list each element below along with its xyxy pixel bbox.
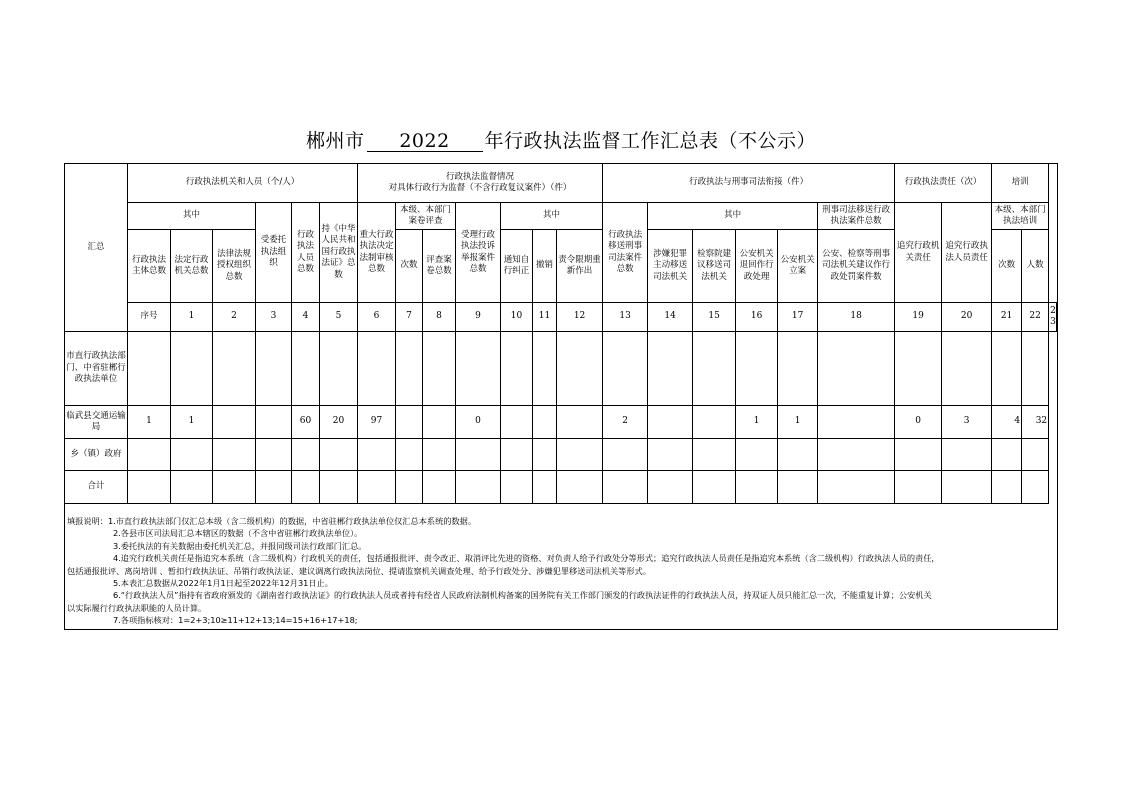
data-cell [213, 471, 256, 504]
data-cell: 60 [292, 406, 320, 439]
header-col1: 行政执法主体总数 [128, 230, 171, 303]
summary-table [64, 163, 1057, 504]
index-cell: 14 [648, 303, 693, 332]
data-cell [456, 471, 501, 504]
header-col18: 公安机关立案 [778, 230, 818, 303]
data-cell [942, 471, 992, 504]
header-col8: 次数 [396, 230, 423, 303]
header-group-training: 培训 [992, 164, 1049, 203]
data-cell [693, 439, 736, 471]
data-cell [396, 471, 423, 504]
table-row [65, 332, 1057, 406]
data-cell [557, 471, 603, 504]
data-cell [501, 406, 533, 439]
header-col10: 受理行政执法投诉举报案件总数 [456, 203, 501, 303]
data-cell [320, 332, 358, 406]
title-suffix: 年行政执法监督工作汇总表（不公示） [484, 130, 817, 152]
data-cell [818, 406, 895, 439]
data-cell [423, 439, 456, 471]
report-sheet [64, 163, 1058, 630]
data-cell [423, 471, 456, 504]
data-cell [557, 406, 603, 439]
note-line: 7.各项指标核对：1=2+3;10≥11+12+13;14=15+16+17+18; [113, 615, 358, 626]
data-cell [292, 471, 320, 504]
data-cell [501, 332, 533, 406]
data-cell [292, 332, 320, 406]
data-cell: 1 [171, 406, 213, 439]
data-cell [423, 332, 456, 406]
data-cell [128, 332, 171, 406]
header-col20: 追究行政机关责任 [895, 203, 942, 303]
data-cell [256, 471, 292, 504]
data-cell: 4 [992, 406, 1022, 439]
header-group-agency: 行政执法机关和人员（个/人） [128, 164, 358, 203]
header-transfer-group: 刑事司法移送行政执法案件总数 [818, 203, 895, 230]
table-row [65, 406, 1057, 439]
data-cell [818, 332, 895, 406]
data-cell [213, 406, 256, 439]
index-cell: 19 [895, 303, 942, 332]
data-cell: 97 [358, 406, 396, 439]
data-cell [648, 406, 693, 439]
header-col2: 法定行政机关总数 [171, 230, 213, 303]
header-col6: 持《中华人民共和国行政执法证》总数 [320, 203, 358, 303]
data-cell [256, 406, 292, 439]
header-col15: 涉嫌犯罪主动移送司法机关 [648, 230, 693, 303]
index-cell: 18 [818, 303, 895, 332]
index-cell: 9 [456, 303, 501, 332]
data-cell [778, 332, 818, 406]
data-cell [1022, 332, 1049, 406]
index-cell: 1 [171, 303, 213, 332]
data-cell [256, 332, 292, 406]
data-cell [895, 332, 942, 406]
data-cell [736, 332, 778, 406]
data-cell: 0 [895, 406, 942, 439]
data-cell [778, 439, 818, 471]
data-cell: 1 [736, 406, 778, 439]
data-cell [128, 471, 171, 504]
header-of-which-supervision: 其中 [501, 203, 603, 230]
index-cell: 3 [256, 303, 292, 332]
data-cell [423, 406, 456, 439]
data-cell [942, 439, 992, 471]
index-cell: 7 [396, 303, 423, 332]
header-of-which-criminal: 其中 [648, 203, 818, 230]
data-cell [171, 439, 213, 471]
data-cell [778, 471, 818, 504]
index-cell: 8 [423, 303, 456, 332]
data-cell [213, 332, 256, 406]
data-cell [320, 439, 358, 471]
header-col9: 评查案卷总数 [423, 230, 456, 303]
title-year: 2022 [367, 131, 483, 152]
header-col7: 重大行政执法决定法制审核总数 [358, 203, 396, 303]
data-cell [533, 406, 557, 439]
index-cell: 15 [693, 303, 736, 332]
data-cell [603, 471, 648, 504]
data-cell [501, 471, 533, 504]
header-col17: 公安机关退回作行政处理 [736, 230, 778, 303]
note-line: 填报说明：1.市直行政执法部门仅汇总本级（含二级机构）的数据，中省驻郴行政执法单位仅汇总本系统的数据。 [67, 516, 477, 526]
header-col19: 公安、检察等刑事司法机关建议作行政处罚案件数 [818, 230, 895, 303]
supervision-line2: 对具体行政行为监督（不含行政复议案件）（件） [388, 183, 572, 193]
index-cell: 5 [320, 303, 358, 332]
index-cell: 12 [557, 303, 603, 332]
data-cell [818, 439, 895, 471]
header-col13: 责令限期重新作出 [557, 230, 603, 303]
data-cell [693, 406, 736, 439]
data-cell [256, 439, 292, 471]
page-title [0, 126, 1122, 153]
note-line: 4.追究行政机关责任是指追究本系统（含二级机构）行政机关的责任，包括通报批评、责令改正、取消评比先进的资格、对负责人给予行政处分等形式；追究行政执法人员责任是指追究本系统（含二级机构）行政执法人员的责任， [113, 553, 940, 564]
index-cell: 11 [533, 303, 557, 332]
data-cell [895, 439, 942, 471]
header-training-sub: 本级、本部门执法培训 [992, 203, 1049, 230]
header-review-sub: 本级、本部门案卷评查 [396, 203, 456, 230]
title-prefix: 郴州市 [305, 130, 365, 152]
index-cell: 6 [358, 303, 396, 332]
index-cell: 16 [736, 303, 778, 332]
data-cell [1022, 439, 1049, 471]
header-col5: 行政执法人员总数 [292, 203, 320, 303]
header-group-supervision [358, 164, 603, 203]
data-cell [358, 439, 396, 471]
data-cell [693, 471, 736, 504]
data-cell [128, 439, 171, 471]
note-line: 6.“行政执法人员”指持有省政府颁发的《湖南省行政执法证》的行政执法人员或者持有经省人民政府法制机构备案的国务院有关工作部门颁发的行政执法证件的行政执法人员，持双证人员只能汇总一次，不能重复计算；公安机关 [113, 590, 932, 601]
header-col21: 追究行政执法人员责任 [942, 203, 992, 303]
header-col22: 次数 [992, 230, 1022, 303]
header-col23: 人数 [1022, 230, 1049, 303]
data-cell [648, 471, 693, 504]
note-line: 5.本表汇总数据从2022年1月1日起至2022年12月31日止。 [113, 578, 333, 589]
filling-instructions [67, 515, 1053, 627]
data-cell [396, 332, 423, 406]
data-cell: 0 [456, 406, 501, 439]
data-cell [533, 332, 557, 406]
data-cell [533, 471, 557, 504]
header-col14: 行政执法移送刑事司法案件总数 [603, 203, 648, 303]
header-col4: 受委托执法组织 [256, 203, 292, 303]
data-cell [818, 471, 895, 504]
row-label: 临武县交通运输局 [65, 406, 128, 439]
total-row [65, 471, 1057, 504]
index-cell: 17 [778, 303, 818, 332]
row-label: 序号 [128, 303, 171, 332]
header-summary: 汇总 [65, 164, 128, 332]
header-col11: 通知自行纠正 [501, 230, 533, 303]
data-cell [358, 332, 396, 406]
index-cell: 10 [501, 303, 533, 332]
data-cell [992, 332, 1022, 406]
index-cell: 4 [292, 303, 320, 332]
data-cell [213, 439, 256, 471]
data-cell [557, 332, 603, 406]
index-cell: 20 [942, 303, 992, 332]
row-label: 市直行政执法部门、中省驻郴行政执法单位 [65, 332, 128, 406]
data-cell [456, 439, 501, 471]
data-cell [942, 332, 992, 406]
row-label: 合计 [65, 471, 128, 504]
data-cell [736, 439, 778, 471]
data-cell: 20 [320, 406, 358, 439]
note-line: 3.委托执法的有关数据由委托机关汇总，并报同级司法行政部门汇总。 [113, 540, 367, 551]
index-cell: 2 [213, 303, 256, 332]
row-label: 乡（镇）政府 [65, 439, 128, 471]
data-cell [292, 439, 320, 471]
data-cell [533, 439, 557, 471]
header-col16: 检察院建议移送司法机关 [693, 230, 736, 303]
index-cell: 23 [1049, 303, 1057, 332]
header-group-responsibility: 行政执法责任（次） [895, 164, 992, 203]
data-cell [358, 471, 396, 504]
data-cell [171, 332, 213, 406]
index-cell: 22 [1022, 303, 1049, 332]
supervision-line1: 行政执法监督情况 [446, 171, 515, 182]
data-cell [501, 439, 533, 471]
header-group-criminal: 行政执法与刑事司法衔接（件） [603, 164, 895, 203]
note-line: 2.各县市区司法局汇总本辖区的数据（不含中省驻郴行政执法单位）。 [113, 528, 363, 539]
data-cell: 2 [603, 406, 648, 439]
data-cell: 32 [1022, 406, 1049, 439]
data-cell [992, 439, 1022, 471]
data-cell [895, 471, 942, 504]
index-row [65, 303, 1057, 332]
note-line: 以实际履行行政执法职能的人员计算。 [67, 602, 207, 613]
data-cell: 1 [128, 406, 171, 439]
data-cell [648, 332, 693, 406]
table-row [65, 439, 1057, 471]
data-cell [992, 471, 1022, 504]
data-cell: 3 [942, 406, 992, 439]
header-col12: 撤销 [533, 230, 557, 303]
index-cell: 21 [992, 303, 1022, 332]
data-cell [557, 439, 603, 471]
data-cell [693, 332, 736, 406]
data-cell [1022, 471, 1049, 504]
index-cell: 13 [603, 303, 648, 332]
data-cell: 1 [778, 406, 818, 439]
data-cell [648, 439, 693, 471]
data-cell [603, 332, 648, 406]
note-line: 包括通报批评、离岗培训 、暂扣行政执法证、吊销行政执法证、建议调离行政执法岗位、提请监察机关调查处理、给予行政处分、涉嫌犯罪移送司法机关等形式。 [67, 565, 651, 576]
data-cell [320, 471, 358, 504]
data-cell [396, 406, 423, 439]
data-cell [396, 439, 423, 471]
header-of-which-agency: 其中 [128, 203, 256, 230]
data-cell [171, 471, 213, 504]
data-cell [603, 439, 648, 471]
data-cell [736, 471, 778, 504]
header-col3: 法律法规授权组织总数 [213, 230, 256, 303]
data-cell [456, 332, 501, 406]
